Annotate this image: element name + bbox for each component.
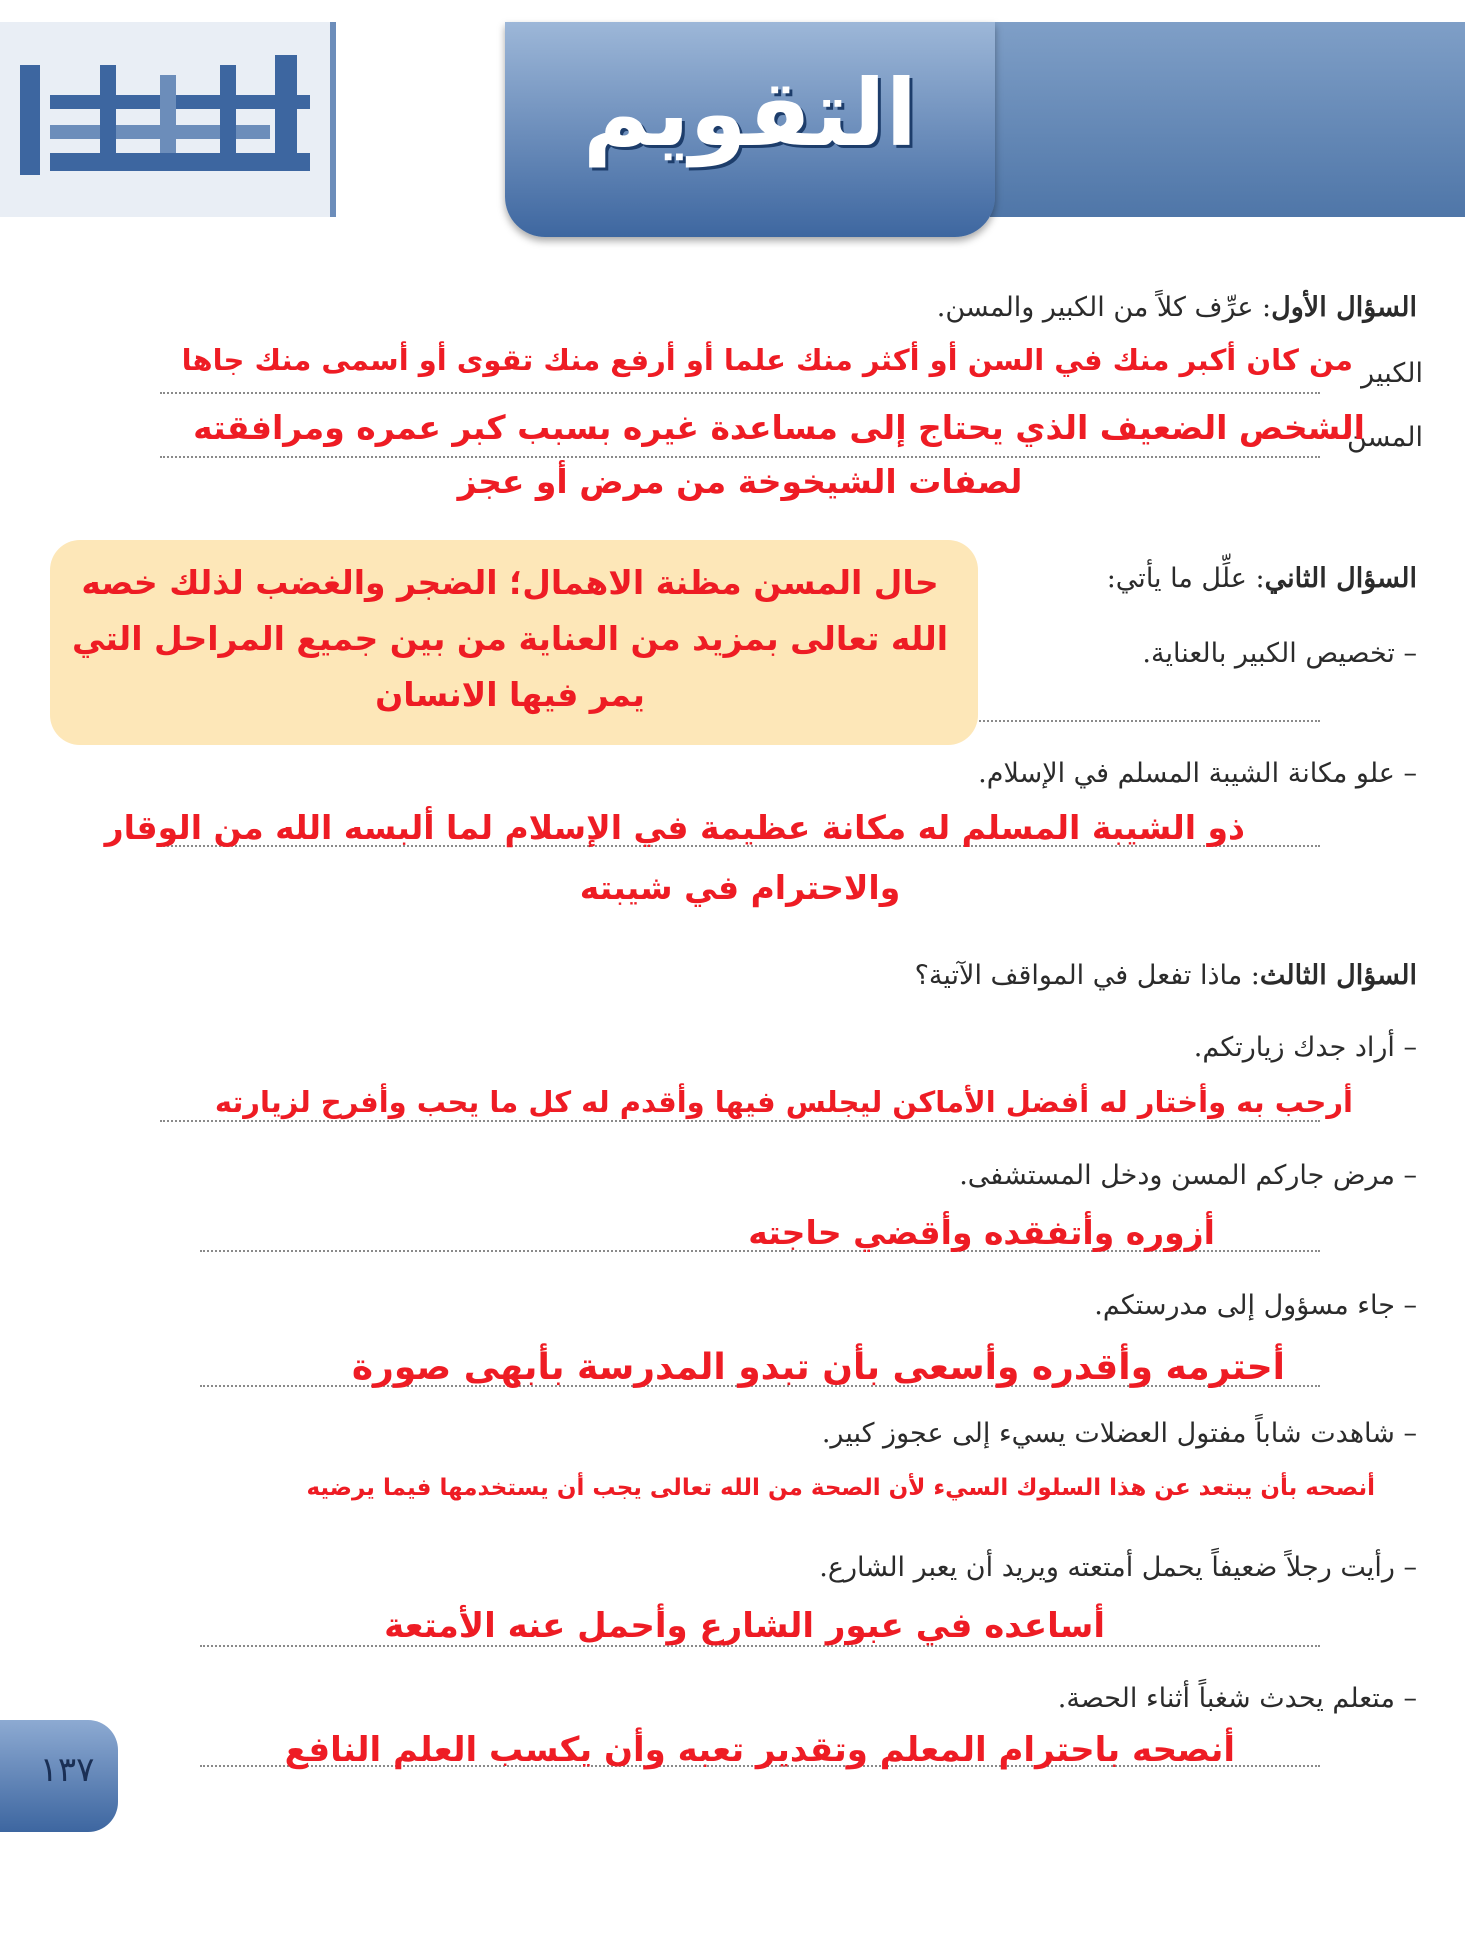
tahdhib-logo — [10, 45, 310, 195]
q2-label: السؤال الثاني — [1264, 563, 1417, 594]
q3-text: : ماذا تفعل في المواقف الآتية؟ — [914, 960, 1260, 991]
q3-item4: – شاهدت شاباً مفتول العضلات يسيء إلى عجوز كبير. — [821, 1418, 1417, 1449]
q2-item2: – علو مكانة الشيبة المسلم في الإسلام. — [978, 758, 1417, 789]
q3-item5-answer: أساعده في عبور الشارع وأحمل عنه الأمتعة — [384, 1606, 1105, 1646]
q1-text: : عرِّف كلاً من الكبير والمسن. — [936, 292, 1272, 323]
q1-label: السؤال الأول — [1271, 292, 1417, 323]
q1-heading — [937, 292, 1417, 323]
q1-item1-answer: من كان أكبر منك في السن أو أكثر منك علما أو أرفع منك تقوى أو أسمى منك جاها — [181, 343, 1353, 377]
answer-line — [160, 456, 1320, 458]
q1-item2-answer-line1: الشخص الضعيف الذي يحتاج إلى مساعدة غيره بسبب كبر عمره ومرافقته — [193, 408, 1365, 447]
q2-item1-answer-line1: حال المسن مظنة الاهمال؛ الضجر والغضب لذلك خصه — [81, 563, 939, 602]
q2-item2-answer-line2: والاحترام في شيبته — [579, 868, 901, 907]
q2-item1-answer-line3: يمر فيها الانسان — [375, 675, 645, 714]
answer-line — [160, 392, 1320, 394]
q2-item1-answer-line2: الله تعالى بمزيد من العناية من بين جميع المراحل التي — [71, 619, 949, 658]
q3-item6: – متعلم يحدث شغباً أثناء الحصة. — [1057, 1683, 1417, 1714]
q2-item1: – تخصيص الكبير بالعناية. — [1142, 638, 1417, 669]
q3-label: السؤال الثالث — [1259, 960, 1417, 991]
header-right-band — [990, 22, 1465, 217]
callout-text — [60, 555, 960, 723]
q3-item2: – مرض جاركم المسن ودخل المستشفى. — [959, 1160, 1417, 1191]
page-title: التقويم — [582, 60, 918, 167]
q3-item6-answer: أنصحه باحترام المعلم وتقدير تعبه وأن يكسب العلم النافع — [284, 1730, 1235, 1770]
answer-line — [160, 1120, 1320, 1122]
q3-item1: – أراد جدك زيارتكم. — [1193, 1032, 1417, 1063]
q3-item5: – رأيت رجلاً ضعيفاً يحمل أمتعته ويريد أن يعبر الشارع. — [819, 1552, 1417, 1583]
q3-item4-answer: أنصحه بأن يبتعد عن هذا السلوك السيء لأن الصحة من الله تعالى يجب أن يستخدمها فيما يرضيه — [306, 1475, 1375, 1501]
q1-item1-label: الكبير — [1361, 358, 1423, 389]
q3-item3-answer: أحترمه وأقدره وأسعى بأن تبدو المدرسة بأبهى صورة — [351, 1347, 1285, 1388]
q3-item1-answer: أرحب به وأختار له أفضل الأماكن ليجلس فيها وأقدم له كل ما يحب وأفرح لزيارته — [214, 1085, 1353, 1119]
page-number: ١٣٧ — [39, 1750, 95, 1790]
q3-heading — [915, 960, 1417, 991]
q3-item2-answer: أزوره وأتفقده وأقضي حاجته — [748, 1213, 1215, 1252]
q2-text: : علِّل ما يأتي: — [1106, 563, 1265, 594]
q1-item2-label: المسن — [1347, 422, 1423, 453]
q1-item2-answer-line2: لصفات الشيخوخة من مرض أو عجز — [457, 462, 1023, 501]
q2-heading — [1107, 563, 1417, 594]
q2-item2-answer-line1: ذو الشيبة المسلم له مكانة عظيمة في الإسلام لما ألبسه الله من الوقار — [104, 808, 1245, 847]
q3-item3: – جاء مسؤول إلى مدرستكم. — [1094, 1290, 1417, 1321]
